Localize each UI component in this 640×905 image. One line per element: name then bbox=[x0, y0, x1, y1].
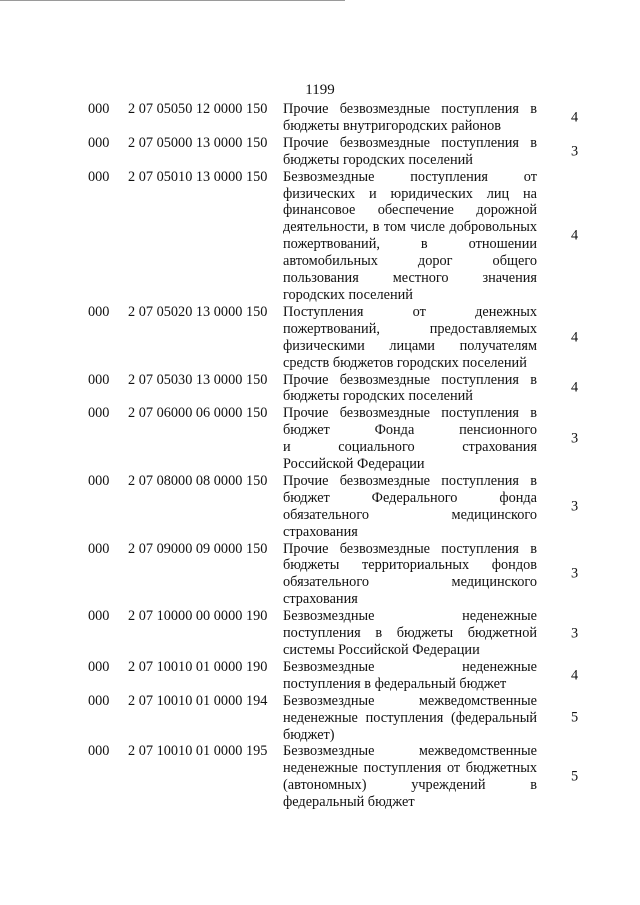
revenue-description bbox=[283, 608, 537, 659]
revenue-description bbox=[283, 541, 537, 609]
hierarchy-level: 4 bbox=[571, 667, 579, 684]
description-line: поступления в бюджеты бюджетной bbox=[283, 625, 537, 642]
hierarchy-level: 3 bbox=[571, 565, 579, 582]
table-row bbox=[0, 659, 640, 693]
admin-code: 000 bbox=[88, 101, 110, 117]
description-line: средств бюджетов городских поселений bbox=[283, 354, 527, 371]
admin-code: 000 bbox=[88, 303, 110, 320]
description-line: Безвозмездные межведомственные bbox=[283, 692, 537, 709]
description-line: финансовое обеспечение дорожной bbox=[283, 202, 537, 219]
table-row bbox=[0, 372, 640, 406]
revenue-description bbox=[283, 372, 537, 406]
description-line: обязательного медицинского bbox=[283, 506, 537, 523]
description-line: бюджет) bbox=[283, 726, 335, 743]
table-row bbox=[0, 541, 640, 609]
description-line: Прочие безвозмездные поступления в bbox=[283, 101, 537, 117]
hierarchy-level: 4 bbox=[571, 379, 579, 396]
table-row bbox=[0, 693, 640, 744]
hierarchy-level: 3 bbox=[571, 430, 579, 447]
description-line: страхования bbox=[283, 591, 358, 608]
description-line: пожертвований, в отношении bbox=[283, 236, 537, 253]
classification-code: 2 07 10000 00 0000 190 bbox=[128, 608, 268, 625]
admin-code: 000 bbox=[88, 168, 110, 185]
admin-code: 000 bbox=[88, 371, 110, 388]
description-line: (автономных) учреждений в bbox=[283, 777, 537, 794]
description-line: неденежные поступления (федеральный bbox=[283, 709, 537, 726]
description-line: пожертвований, предоставляемых bbox=[283, 320, 537, 337]
classification-code: 2 07 10010 01 0000 190 bbox=[128, 658, 268, 675]
description-line: и социального страхования bbox=[283, 439, 537, 456]
revenue-description bbox=[283, 693, 537, 744]
description-line: страхования bbox=[283, 523, 358, 540]
description-line: Прочие безвозмездные поступления в bbox=[283, 134, 537, 151]
table-row bbox=[0, 743, 640, 811]
hierarchy-level: 5 bbox=[571, 768, 579, 785]
revenue-description bbox=[283, 659, 537, 693]
hierarchy-level: 4 bbox=[571, 329, 579, 346]
description-line: бюджеты внутригородских районов bbox=[283, 117, 502, 134]
revenue-description bbox=[283, 743, 537, 811]
admin-code: 000 bbox=[88, 405, 110, 422]
admin-code: 000 bbox=[88, 692, 110, 709]
description-line: Безвозмездные неденежные bbox=[283, 608, 537, 625]
revenue-description bbox=[283, 169, 537, 304]
description-line: физическими лицами получателям bbox=[283, 337, 537, 354]
description-line: бюджеты территориальных фондов bbox=[283, 557, 537, 574]
description-line: федеральный бюджет bbox=[283, 794, 415, 811]
description-line: поступления в федеральный бюджет bbox=[283, 675, 507, 692]
description-line: бюджеты городских поселений bbox=[283, 388, 473, 405]
description-line: обязательного медицинского bbox=[283, 574, 537, 591]
description-line: системы Российской Федерации bbox=[283, 642, 480, 658]
classification-code: 2 07 05000 13 0000 150 bbox=[128, 134, 268, 151]
hierarchy-level: 4 bbox=[571, 109, 579, 126]
description-line: Прочие безвозмездные поступления в bbox=[283, 540, 537, 557]
description-line: физических и юридических лиц на bbox=[283, 185, 537, 202]
classification-code: 2 07 05010 13 0000 150 bbox=[128, 168, 268, 185]
description-line: Безвозмездные поступления от bbox=[283, 168, 537, 185]
classification-code: 2 07 05050 12 0000 150 bbox=[128, 101, 268, 117]
admin-code: 000 bbox=[88, 608, 110, 625]
admin-code: 000 bbox=[88, 743, 110, 760]
description-line: неденежные поступления от бюджетных bbox=[283, 760, 537, 777]
table-row bbox=[0, 135, 640, 169]
description-line: городских поселений bbox=[283, 286, 413, 303]
description-line: Безвозмездные неденежные bbox=[283, 658, 537, 675]
table-row bbox=[0, 304, 640, 372]
hierarchy-level: 3 bbox=[571, 498, 579, 515]
description-line: Безвозмездные межведомственные bbox=[283, 743, 537, 760]
table-row bbox=[0, 101, 640, 135]
description-line: деятельности, в том числе добровольных bbox=[283, 219, 537, 236]
description-line: Поступления от денежных bbox=[283, 303, 537, 320]
description-line: Прочие безвозмездные поступления в bbox=[283, 405, 537, 422]
description-line: бюджет Федерального фонда bbox=[283, 489, 537, 506]
table-row bbox=[0, 473, 640, 541]
description-line: бюджеты городских поселений bbox=[283, 151, 473, 168]
admin-code: 000 bbox=[88, 540, 110, 557]
classification-code: 2 07 05020 13 0000 150 bbox=[128, 303, 268, 320]
classification-code: 2 07 09000 09 0000 150 bbox=[128, 540, 268, 557]
classification-code: 2 07 08000 08 0000 150 bbox=[128, 472, 268, 489]
description-line: Прочие безвозмездные поступления в bbox=[283, 472, 537, 489]
scan-edge-line bbox=[0, 0, 345, 1]
classification-code: 2 07 10010 01 0000 195 bbox=[128, 743, 268, 760]
classification-code: 2 07 05030 13 0000 150 bbox=[128, 371, 268, 388]
hierarchy-level: 5 bbox=[571, 709, 579, 726]
admin-code: 000 bbox=[88, 134, 110, 151]
description-line: пользования местного значения bbox=[283, 270, 537, 287]
classification-code: 2 07 10010 01 0000 194 bbox=[128, 692, 268, 709]
description-line: бюджет Фонда пенсионного bbox=[283, 422, 537, 439]
description-line: Прочие безвозмездные поступления в bbox=[283, 371, 537, 388]
revenue-description bbox=[283, 405, 537, 473]
admin-code: 000 bbox=[88, 658, 110, 675]
table-row bbox=[0, 169, 640, 304]
revenue-description bbox=[283, 135, 537, 169]
revenue-description bbox=[283, 304, 537, 372]
page-number: 1199 bbox=[305, 82, 335, 98]
admin-code: 000 bbox=[88, 472, 110, 489]
hierarchy-level: 3 bbox=[571, 143, 579, 160]
description-line: автомобильных дорог общего bbox=[283, 253, 537, 270]
table-row bbox=[0, 608, 640, 659]
table-row bbox=[0, 405, 640, 473]
classification-code: 2 07 06000 06 0000 150 bbox=[128, 405, 268, 422]
description-line: Российской Федерации bbox=[283, 456, 425, 473]
hierarchy-level: 3 bbox=[571, 625, 579, 642]
budget-code-table bbox=[0, 101, 640, 811]
hierarchy-level: 4 bbox=[571, 227, 579, 244]
revenue-description bbox=[283, 101, 537, 135]
revenue-description bbox=[283, 473, 537, 541]
